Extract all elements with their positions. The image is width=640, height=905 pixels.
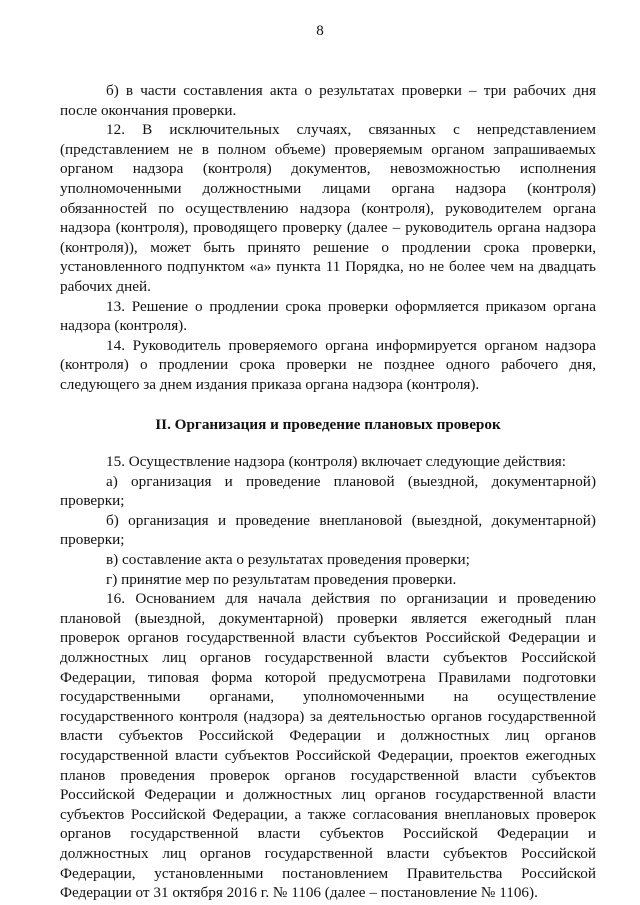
page-number: 8 xyxy=(316,23,324,39)
paragraph-15b: б) организация и проведение внеплановой (выездной, документарной) проверки; xyxy=(60,511,596,549)
document-body xyxy=(60,81,596,903)
section-heading: II. Организация и проведение плановых проверок xyxy=(155,415,501,433)
paragraph-13: 13. Решение о продлении срока проверки оформляется приказом органа надзора (контроля). xyxy=(60,297,596,335)
paragraph-15a: а) организация и проведение плановой (выездной, документарной) проверки; xyxy=(60,472,596,510)
paragraph-15: 15. Осуществление надзора (контроля) включает следующие действия: xyxy=(106,453,567,471)
paragraph-16: 16. Основанием для начала действия по организации и проведению плановой (выездной, документарной) проверки является ежегодный план проверок органов государственной власти субъектов Российской Федерации и должностных лиц органов государственной власти субъектов Российской Федерации, типовая форма которой предусмотрена Правилами подготовки государственными органами, уполномоченными на осуществление государственного контроля (надзора) за деятельностью органов государственной власти субъектов Российской Федерации и должностных лиц органов государственной власти субъектов Российской Федерации, проектов ежегодных планов проведения проверок органов государственной власти субъектов Российской Федерации и должностных лиц органов государственной власти субъектов Российской Федерации, а также согласования внеплановых проверок органов государственной власти субъектов Российской Федерации и должностных лиц органов государственной власти субъектов Российской Федерации, установленными постановлением Правительства Российской Федерации от 31 октября 2016 г. № 1106 (далее – постановление № 1106). xyxy=(60,590,596,902)
paragraph-15c: в) составление акта о результатах проведения проверки; xyxy=(106,551,470,569)
paragraph-11b: б) в части составления акта о результатах проверки – три рабочих дня после окончания проверки. xyxy=(60,82,596,119)
paragraph-14: 14. Руководитель проверяемого органа информируется органом надзора (контроля) о продлении срока проверки не позднее одного рабочего дня, следующего за днем издания приказа органа надзора (контроля). xyxy=(60,336,596,393)
paragraph-15d: г) принятие мер по результатам проведения проверки. xyxy=(106,570,457,588)
paragraph-12: 12. В исключительных случаях, связанных с непредставлением (представлением не в полном объеме) проверяемым органом запрашиваемых органом надзора (контроля) документов, невозможностью исполнения уполномоченными должностными лицами органа надзора (контроля) обязанностей по осуществлению надзора (контроля), руководителем органа надзора (контроля), проводящего проверку (далее – руководитель органа надзора (контроля)), может быть принято решение о продлении срока проверки, установленного подпунктом «а» пункта 11 Порядка, но не более чем на двадцать рабочих дней. xyxy=(60,121,596,295)
